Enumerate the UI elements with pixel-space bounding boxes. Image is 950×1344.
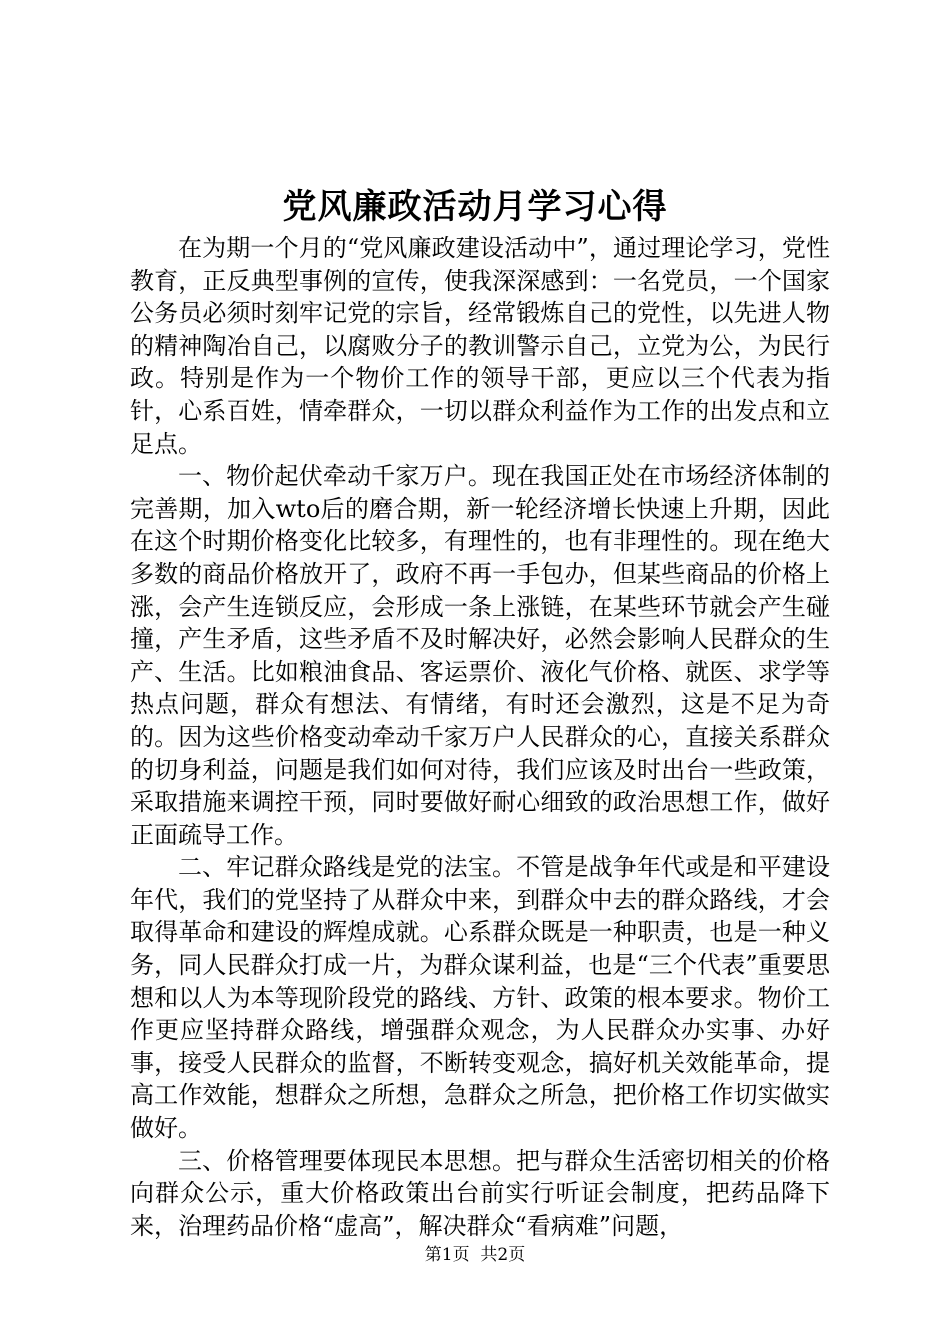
document-title: 党风廉政活动月学习心得: [282, 187, 668, 227]
document-body: [130, 232, 830, 1242]
paragraph-section-3: 三、价格管理要体现民本思想。把与群众生活密切相关的价格向群众公示，重大价格政策出台前实行听证会制度，把药品降下来，治理药品价格“虚高”，解决群众“看病难”问题，: [130, 1146, 830, 1240]
paragraph-intro: 在为期一个月的“党风廉政建设活动中”，通过理论学习，党性教育，正反典型事例的宣传，使我深深感到：一名党员，一个国家公务员必须时刻牢记党的宗旨，经常锻炼自己的党性，以先进人物的精神陶冶自己，以腐败分子的教训警示自己，立党为公，为民行政。特别是作为一个物价工作的领导干部，更应以三个代表为指针，心系百姓，情牵群众，一切以群众利益作为工作的出发点和立足点。: [130, 234, 830, 458]
paragraph-section-1: 一、物价起伏牵动千家万户。现在我国正处在市场经济体制的完善期，加入wto后的磨合期，新一轮经济增长快速上升期，因此在这个时期价格变化比较多，有理性的，也有非理性的。现在绝大多数的商品价格放开了，政府不再一手包办，但某些商品的价格上涨，会产生连锁反应，会形成一条上涨链，在某些环节就会产生碰撞，产生矛盾，这些矛盾不及时解决好，必然会影响人民群众的生产、生活。比如粮油食品、客运票价、液化气价格、就医、求学等热点问题，群众有想法、有情绪，有时还会激烈，这是不足为奇的。因为这些价格变动牵动千家万户人民群众的心，直接关系群众的切身利益，问题是我们如何对待，我们应该及时出台一些政策，采取措施来调控干预，同时要做好耐心细致的政治思想工作，做好正面疏导工作。: [130, 462, 830, 849]
page-number-footer: 第1页 共2页: [424, 1245, 526, 1265]
paragraph-section-2: 二、牢记群众路线是党的法宝。不管是战争年代或是和平建设年代，我们的党坚持了从群众中来，到群众中去的群众路线，才会取得革命和建设的辉煌成就。心系群众既是一种职责，也是一种义务，同人民群众打成一片，为群众谋利益，也是“三个代表”重要思想和以人为本等现阶段党的路线、方针、政策的根本要求。物价工作更应坚持群众路线，增强群众观念，为人民群众办实事、办好事，接受人民群众的监督，不断转变观念，搞好机关效能革命，提高工作效能，想群众之所想，急群众之所急，把价格工作切实做实做好。: [130, 853, 830, 1143]
